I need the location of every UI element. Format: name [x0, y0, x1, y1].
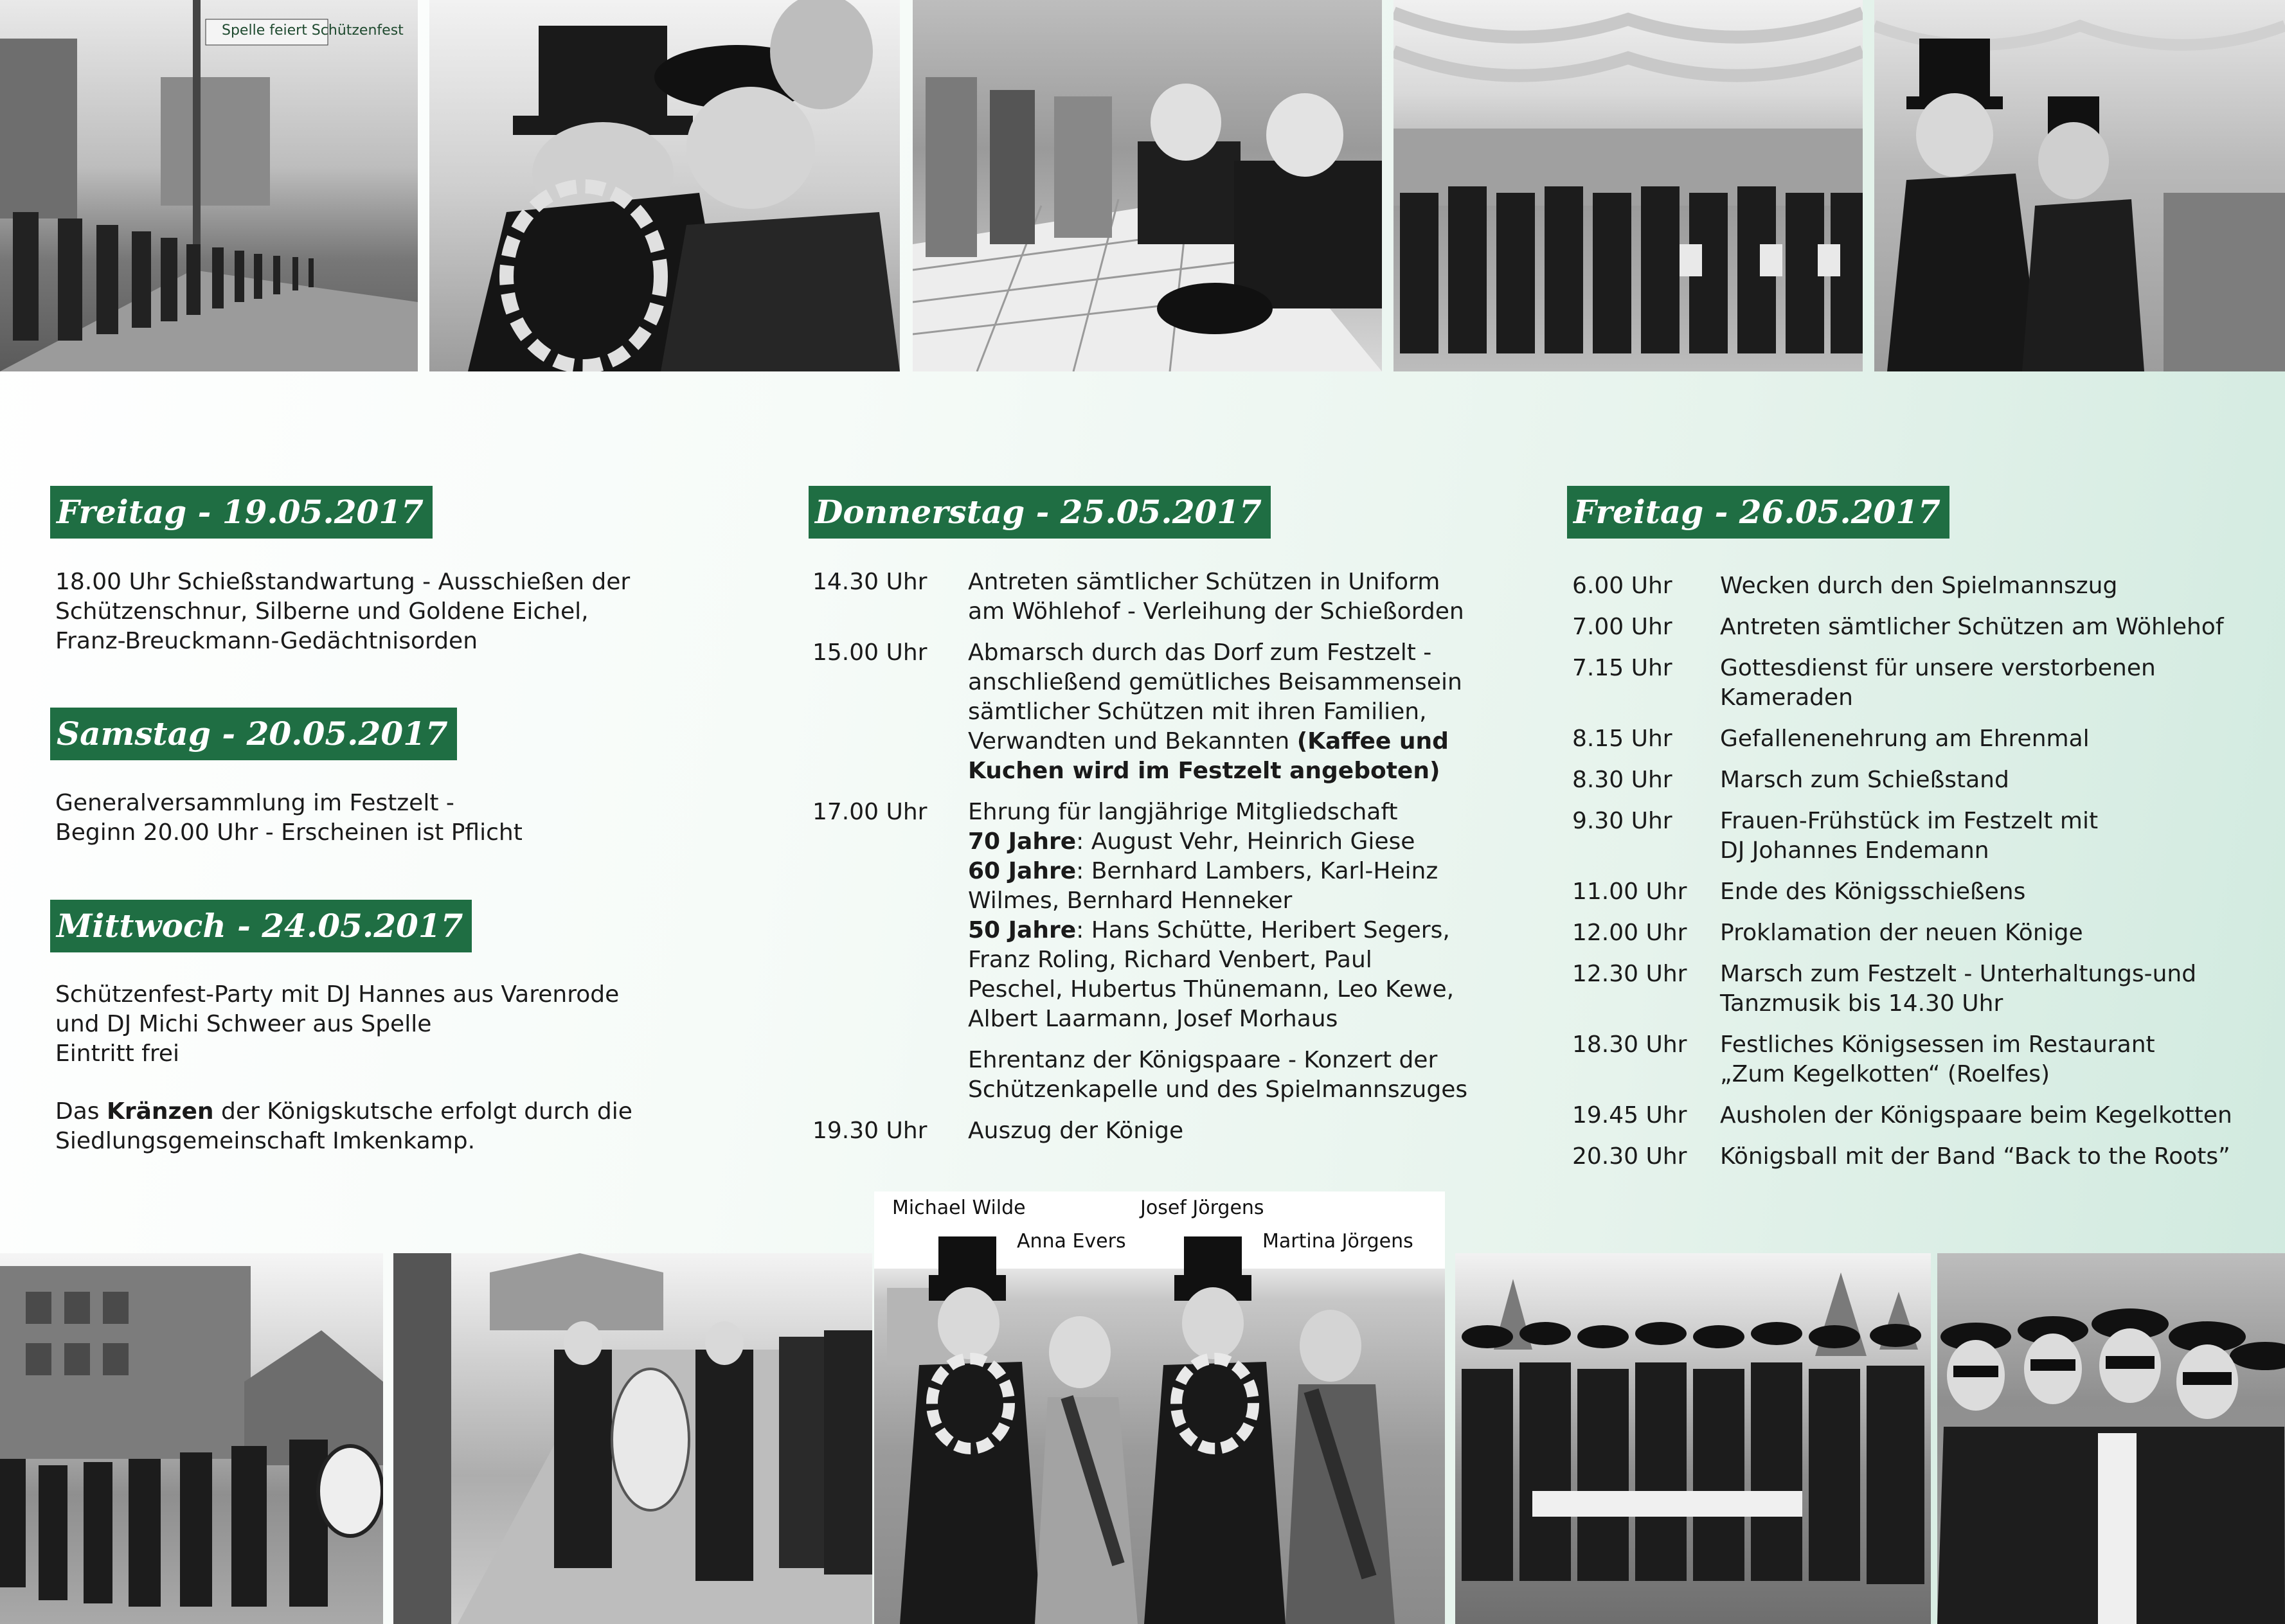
samstag-20-text [55, 789, 523, 848]
schedule-desc [1720, 612, 2224, 642]
schedule-row [1572, 1101, 2232, 1130]
kraenzen-line-1 [55, 1097, 632, 1127]
schedule-row [812, 1116, 1467, 1146]
heading-donnerstag-25: Donnerstag - 25.05.2017 [809, 486, 1271, 539]
schedule-time: 12.00 Uhr [1572, 920, 1687, 946]
schedule-row [1572, 1030, 2232, 1089]
heading-freitag-26: Freitag - 26.05.2017 [1567, 486, 1949, 539]
schedule-row [812, 1046, 1467, 1105]
freitag-26-schedule [1572, 571, 2232, 1183]
schedule-time: 15.00 Uhr [812, 639, 927, 666]
schedule-desc [968, 798, 1454, 1034]
kraenzen-post: der Königskutsche erfolgt durch die [213, 1098, 632, 1125]
schedule-time: 14.30 Uhr [812, 569, 927, 595]
mittwoch-24-line: Eintritt frei [55, 1040, 179, 1067]
desc-line: Schützenkapelle und des Spielmannszuges [968, 1076, 1468, 1103]
desc-line: Königsball mit der Band “Back to the Roots” [1720, 1143, 2230, 1170]
schedule-row [1572, 612, 2232, 642]
freitag-19-text [55, 567, 630, 656]
jubilar-label: 50 Jahre [968, 917, 1077, 943]
kraenzen-line-2: Siedlungsgemeinschaft Imkenkamp. [55, 1128, 476, 1154]
desc-line: Albert Laarmann, Josef Morhaus [968, 1006, 1338, 1032]
schedule-desc [1720, 1030, 2155, 1089]
photo-festival-table [913, 0, 1382, 371]
photo-parade-street [0, 0, 418, 371]
desc-line: Wecken durch den Spielmannszug [1720, 573, 2118, 599]
kraenzen-bold: Kränzen [106, 1098, 214, 1125]
jubilar-label: 60 Jahre [968, 858, 1077, 884]
schedule-row [1572, 654, 2232, 713]
schedule-desc [1720, 571, 2117, 601]
kraenzen-note [55, 1097, 632, 1156]
desc-line [968, 916, 1454, 945]
desc-line: Auszug der Könige [968, 1118, 1184, 1144]
desc-line [968, 827, 1454, 857]
schedule-time: 8.15 Uhr [1572, 726, 1672, 752]
desc-line: anschließend gemütliches Beisammensein [968, 669, 1462, 695]
banner-text: Spelle feiert Schützenfest [222, 22, 404, 39]
desc-text: Verwandten und Bekannten [968, 728, 1297, 754]
jubilar-label: 70 Jahre [968, 828, 1077, 855]
desc-line: Festliches Königsessen im Restaurant [1720, 1031, 2155, 1058]
desc-line: Ausholen der Königspaare beim Kegelkotten [1720, 1102, 2232, 1129]
freitag-19-line: Schützenschnur, Silberne und Goldene Eichel, [55, 598, 589, 625]
desc-line [968, 756, 1462, 786]
freitag-19-line: Franz-Breuckmann-Gedächtnisorden [55, 628, 478, 654]
schedule-time: 19.45 Uhr [1572, 1102, 1687, 1129]
photo-kings-toast [429, 0, 900, 371]
photo-marching-band [0, 1253, 383, 1624]
schedule-desc [968, 638, 1462, 786]
schedule-desc [968, 567, 1464, 627]
schedule-desc [1720, 1101, 2232, 1130]
schedule-time: 11.00 Uhr [1572, 879, 1687, 905]
schedule-row [1572, 807, 2232, 866]
freitag-19-line: 18.00 Uhr Schießstandwartung - Ausschießen der [55, 569, 631, 595]
schedule-row [1572, 571, 2232, 601]
desc-line: Ende des Königsschießens [1720, 879, 2026, 905]
schedule-row [1572, 918, 2232, 948]
desc-line: Proklamation der neuen Könige [1720, 920, 2083, 946]
desc-line: Gottesdienst für unsere verstorbenen [1720, 655, 2156, 681]
jubilar-names: : Hans Schütte, Heribert Segers, [1076, 917, 1450, 943]
mittwoch-24-line: Schützenfest-Party mit DJ Hannes aus Varenrode [55, 981, 620, 1008]
desc-line: Marsch zum Schießstand [1720, 767, 2009, 793]
desc-line: Antreten sämtlicher Schützen in Uniform [968, 569, 1440, 595]
mittwoch-24-text [55, 980, 619, 1069]
schedule-time: 12.30 Uhr [1572, 961, 1687, 987]
desc-bold: (Kaffee und [1296, 728, 1449, 754]
schedule-desc [1720, 765, 2009, 795]
schedule-row [1572, 959, 2232, 1019]
schedule-desc [968, 1116, 1183, 1146]
desc-line: Ehrentanz der Königspaare - Konzert der [968, 1047, 1438, 1073]
heading-samstag-20: Samstag - 20.05.2017 [50, 708, 457, 760]
schedule-row [1572, 765, 2232, 795]
schedule-desc [1720, 1142, 2230, 1172]
schedule-time: 7.00 Uhr [1572, 614, 1672, 640]
photo-sunglasses-group [1937, 1253, 2285, 1624]
desc-line: Antreten sämtlicher Schützen am Wöhlehof [1720, 614, 2224, 640]
desc-line: „Zum Kegelkotten“ (Roelfes) [1720, 1061, 2050, 1087]
samstag-20-line: Beginn 20.00 Uhr - Erscheinen ist Pflicht [55, 819, 523, 846]
desc-line: Frauen-Frühstück im Festzelt mit [1720, 808, 2099, 834]
schedule-desc [1720, 959, 2196, 1019]
desc-line: am Wöhlehof - Verleihung der Schießorden [968, 598, 1464, 625]
desc-line: Tanzmusik bis 14.30 Uhr [1720, 990, 2003, 1017]
caption-josef-joergens: Josef Jörgens [1140, 1197, 1264, 1219]
schedule-desc [1720, 918, 2083, 948]
jubilar-names: : August Vehr, Heinrich Giese [1076, 828, 1415, 855]
desc-line: Gefallenenehrung am Ehrenmal [1720, 726, 2090, 752]
desc-bold: Kuchen wird im Festzelt angeboten) [968, 758, 1440, 784]
caption-anna-evers: Anna Evers [1017, 1230, 1126, 1253]
photo-toast-group [1455, 1253, 1931, 1624]
heading-mittwoch-24: Mittwoch - 24.05.2017 [50, 900, 472, 952]
desc-line: DJ Johannes Endemann [1720, 837, 1989, 864]
kraenzen-pre: Das [55, 1098, 107, 1125]
schedule-row [812, 567, 1467, 627]
desc-line: Kameraden [1720, 684, 1853, 711]
desc-line: Marsch zum Festzelt - Unterhaltungs-und [1720, 961, 2197, 987]
photo-royal-couples [874, 1191, 1445, 1624]
desc-line [968, 727, 1462, 756]
schedule-desc [1720, 877, 2025, 907]
desc-line: Wilmes, Bernhard Henneker [968, 888, 1293, 914]
schedule-desc [968, 1046, 1467, 1105]
schedule-desc [1720, 807, 2098, 866]
desc-line: Abmarsch durch das Dorf zum Festzelt - [968, 639, 1432, 666]
desc-line [968, 857, 1454, 886]
desc-line: Peschel, Hubertus Thünemann, Leo Kewe, [968, 976, 1455, 1003]
photo-procession-wreath [393, 1253, 872, 1624]
samstag-20-line: Generalversammlung im Festzelt - [55, 790, 454, 816]
schedule-row [812, 638, 1467, 786]
desc-line: Franz Roling, Richard Venbert, Paul [968, 947, 1372, 973]
donnerstag-schedule [812, 567, 1467, 1157]
mittwoch-24-line: und DJ Michi Schweer aus Spelle [55, 1011, 432, 1037]
jubilar-names: : Bernhard Lambers, Karl-Heinz [1076, 858, 1438, 884]
schedule-time: 17.00 Uhr [812, 799, 927, 825]
desc-line: Ehrung für langjährige Mitgliedschaft [968, 799, 1398, 825]
schedule-desc [1720, 654, 2156, 713]
schedule-time: 6.00 Uhr [1572, 573, 1672, 599]
photo-king-waving [1874, 0, 2285, 371]
schedule-time: 7.15 Uhr [1572, 655, 1672, 681]
caption-michael-wilde: Michael Wilde [892, 1197, 1026, 1219]
schedule-time [812, 1046, 968, 1105]
desc-line: sämtlicher Schützen mit ihren Familien, [968, 699, 1427, 725]
caption-martina-joergens: Martina Jörgens [1262, 1230, 1413, 1253]
schedule-time: 18.30 Uhr [1572, 1031, 1687, 1058]
schedule-row [1572, 877, 2232, 907]
photo-group-seated [1393, 0, 1863, 371]
schedule-time: 20.30 Uhr [1572, 1143, 1687, 1170]
schedule-time: 19.30 Uhr [812, 1118, 927, 1144]
schedule-desc [1720, 724, 2090, 754]
schedule-time: 8.30 Uhr [1572, 767, 1672, 793]
schedule-row [1572, 724, 2232, 754]
schedule-row [812, 798, 1467, 1034]
schedule-time: 9.30 Uhr [1572, 808, 1672, 834]
schedule-row [1572, 1142, 2232, 1172]
heading-freitag-19: Freitag - 19.05.2017 [50, 486, 433, 539]
